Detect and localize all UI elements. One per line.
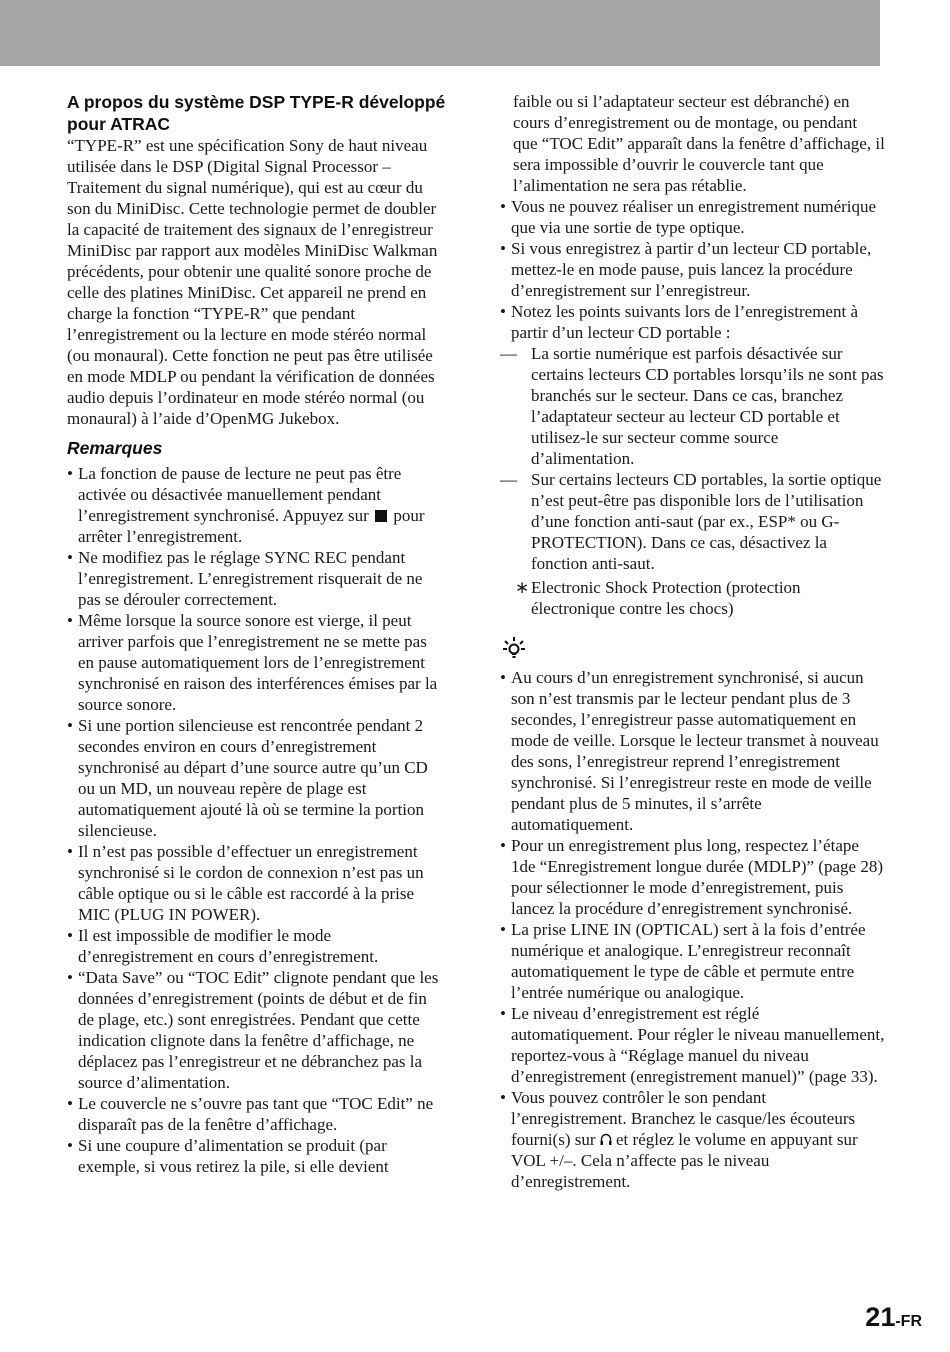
list-item-text: Vous pouvez contrôler le son pendant l’enregistrement. Branchez le casque/les écouteurs fourni(s) sur (511, 1088, 856, 1149)
list-item: • Même lorsque la source sonore est vierge, il peut arriver parfois que l’enregistrement ne se mette pas en pause automatiquement lors de l’enregistrement synchronisé en raison des interférences émises par la source sonore. (67, 610, 447, 715)
left-column (67, 91, 447, 1177)
section-title: A propos du système DSP TYPE-R développé pour ATRAC (67, 92, 446, 134)
list-item: • Il est impossible de modifier le mode d’enregistrement en cours d’enregistrement. (67, 925, 447, 967)
list-item-text: et réglez le volume en appuyant sur VOL +/–. Cela n’affecte pas le niveau d’enregistrement. (511, 1130, 858, 1191)
intro-paragraph: “TYPE-R” est une spécification Sony de haut niveau utilisée dans le DSP (Digital Signal Processor – Traitement du signal numérique), qui est au cœur du son du MiniDisc. Cette technologie permet de doubler la capacité de traitement des signaux de l’enregistreur MiniDisc par rapport aux modèles MiniDisc Walkman précédents, pour obtenir une qualité sonore proche de celle des platines MiniDisc. Cet appareil ne prend en charge la fonction “TYPE-R” que pendant l’enregistrement ou la lecture en mode stéréo normal (ou monaural). Cette fonction ne peut pas être utilisée en mode MDLP ou pendant la vérification de données audio depuis l’ordinateur en mode stéréo normal (ou monaural) à l’aide d’OpenMG Jukebox. (67, 136, 438, 428)
remarks-heading: Remarques (67, 438, 163, 458)
dash-item-text: La sortie numérique est parfois désactivée sur certains lecteurs CD portables lorsqu’ils ne sont pas branchés sur le secteur. Dans ce cas, branchez l’adaptateur secteur au lecteur CD portable et utilisez-le sur secteur comme source d’alimentation. (531, 344, 884, 468)
list-item: • Si une portion silencieuse est rencontrée pendant 2 secondes environ en cours d’enregistrement synchronisé au départ d’une source autre qu’un CD ou un MD, un nouveau repère de plage est automatiquement ajouté là où se termine la portion silencieuse. (67, 715, 447, 841)
footnote (500, 577, 885, 619)
list-item: • “Data Save” ou “TOC Edit” clignote pendant que les données d’enregistrement (points de début et de fin de plage, etc.) sont enregistrées. Pendant que cette indication clignote dans la fenêtre d’affichage, ne déplacez pas l’enregistreur et ne débranchez pas la source d’alimentation. (67, 967, 447, 1093)
dash-item (500, 343, 885, 469)
header-band (0, 0, 880, 66)
list-item: • Ne modifiez pas le réglage SYNC REC pendant l’enregistrement. L’enregistrement risquerait de ne pas se dérouler correctement. (67, 547, 447, 610)
list-item (500, 1087, 885, 1192)
remarks-list-continued (500, 196, 885, 343)
right-column (500, 91, 885, 1192)
list-item (67, 463, 447, 547)
page-number (865, 1302, 922, 1333)
list-item: • Si vous enregistrez à partir d’un lecteur CD portable, mettez-le en mode pause, puis lancez la procédure d’enregistrement sur l’enregistreur. (500, 238, 885, 301)
continued-paragraph: faible ou si l’adaptateur secteur est débranché) en cours d’enregistrement ou de montage, ou pendant que “TOC Edit” apparaît dans la fenêtre d’affichage, il sera impossible d’ouvrir le couvercle tant que l’alimentation ne sera pas rétablie. (513, 92, 885, 195)
footnote-text: Electronic Shock Protection (protection électronique contre les chocs) (531, 578, 801, 618)
list-item: • Notez les points suivants lors de l’enregistrement à partir d’un lecteur CD portable : (500, 301, 885, 343)
dash-mark: — (500, 344, 517, 363)
page-number-value: 21 (865, 1302, 896, 1332)
list-item: • Le niveau d’enregistrement est réglé automatiquement. Pour régler le niveau manuellement, reportez-vous à “Réglage manuel du niveau d’enregistrement (enregistrement manuel)” (page 33). (500, 1003, 885, 1087)
list-item: • La prise LINE IN (OPTICAL) sert à la fois d’entrée numérique et analogique. L’enregistreur reconnaît automatiquement le type de câble et permute entre l’entrée numérique ou analogique. (500, 919, 885, 1003)
list-item: • Si une coupure d’alimentation se produit (par exemple, si vous retirez la pile, si elle devient (67, 1135, 447, 1177)
list-item: • Le couvercle ne s’ouvre pas tant que “TOC Edit” ne disparaît pas de la fenêtre d’affichage. (67, 1093, 447, 1135)
stop-icon (375, 510, 387, 522)
page-language-suffix: -FR (895, 1313, 922, 1330)
list-item: • Vous ne pouvez réaliser un enregistrement numérique que via une sortie de type optique. (500, 196, 885, 238)
footnote-mark: ∗ (515, 578, 530, 597)
list-item: • Il n’est pas possible d’effectuer un enregistrement synchronisé si le cordon de connexion n’est pas un câble optique ou si le câble est raccordé à la prise MIC (PLUG IN POWER). (67, 841, 447, 925)
headphones-icon (600, 1133, 612, 1147)
dash-item-text: Sur certains lecteurs CD portables, la sortie optique n’est peut-être pas disponible lors de l’utilisation d’une fonction anti-saut (par ex., ESP* ou G-PROTECTION). Dans ce cas, désactivez la fonction anti-saut. (531, 470, 882, 573)
dash-mark: — (500, 470, 517, 489)
list-item-text: La fonction de pause de lecture ne peut pas être activée ou désactivée manuellement pendant l’enregistrement synchronisé. Appuyez sur (78, 464, 402, 525)
remarks-list (67, 463, 447, 1177)
list-item-text: pour arrêter l’enregistrement. (78, 506, 425, 546)
tips-list (500, 667, 885, 1192)
list-item: • Au cours d’un enregistrement synchronisé, si aucun son n’est transmis par le lecteur pendant plus de 3 secondes, l’enregistreur passe automatiquement en mode de veille. Lorsque le lecteur transmet à nouveau des sons, l’enregistreur reprend l’enregistrement synchronisé. Si l’enregistreur reste en mode de veille pendant plus de 5 minutes, il s’arrête automatiquement. (500, 667, 885, 835)
lightbulb-hint-icon (502, 635, 526, 661)
list-item: • Pour un enregistrement plus long, respectez l’étape 1de “Enregistrement longue durée (MDLP)” (page 28) pour sélectionner le mode d’enregistrement, puis lancez la procédure d’enregistrement synchronisé. (500, 835, 885, 919)
dash-item (500, 469, 885, 574)
